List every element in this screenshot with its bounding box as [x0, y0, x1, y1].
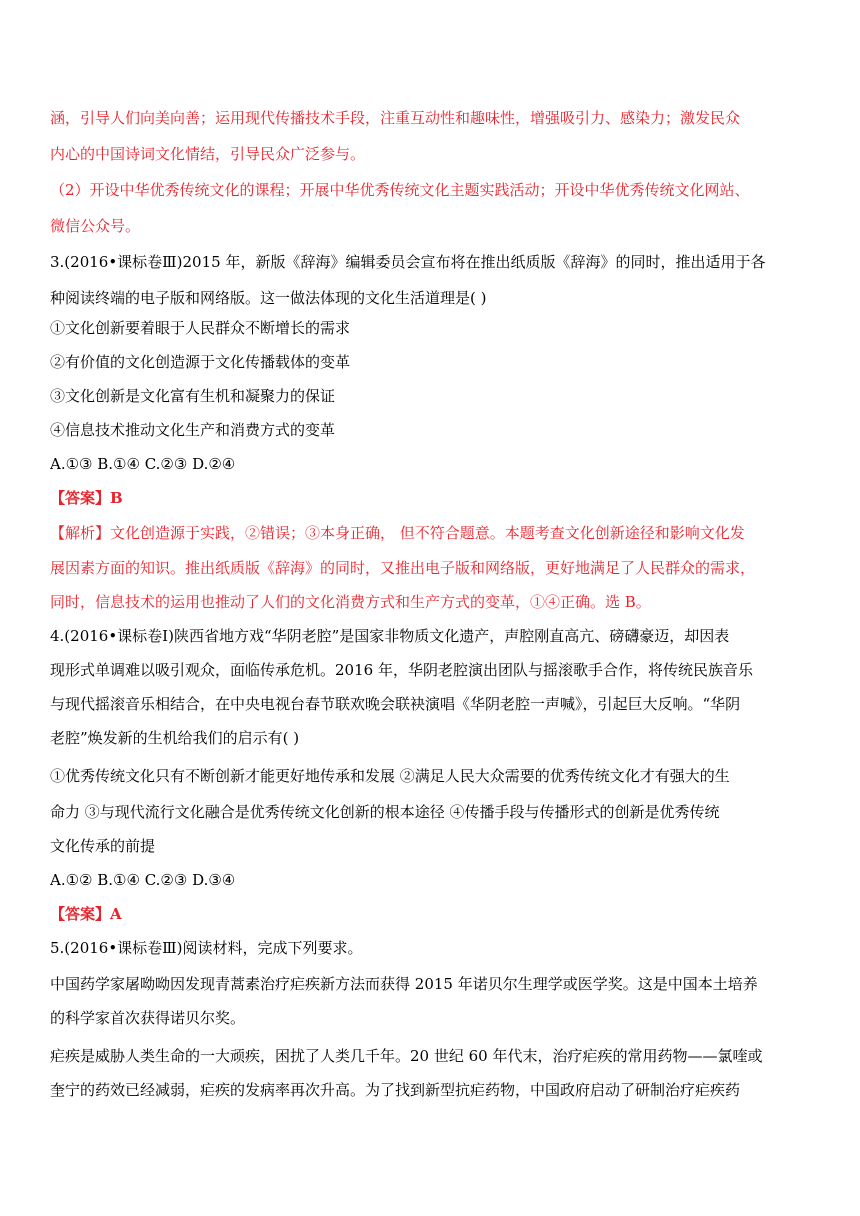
text-line: 的科学家首次获得诺贝尔奖。 — [50, 1009, 246, 1027]
question-3-stem: 3.(2016•课标卷Ⅲ)2015 年，新版《辞海》编辑委员会宣布将在推出纸质版《辞海》的同时，推出适用于各 — [50, 253, 766, 271]
question-4-stem: 4.(2016•课标卷Ⅰ)陕西省地方戏“华阴老腔”是国家非物质文化遗产，声腔刚直高亢、磅礴豪迈，却因表 — [50, 627, 730, 645]
text-line: （2）开设中华优秀传统文化的课程；开展中华优秀传统文化主题实践活动；开设中华优秀传统文化网站、 — [50, 181, 750, 199]
text-line: 现形式单调难以吸引观众，面临传承危机。2016 年，华阴老腔演出团队与摇滚歌手合作，将传统民族音乐 — [50, 661, 753, 679]
statement-2: ②有价值的文化创造源于文化传播载体的变革 — [50, 353, 351, 371]
text-line: 同时，信息技术的运用也推动了人们的文化消费方式和生产方式的变革，①④正确。选 B。 — [50, 593, 651, 611]
answer-label: 【答案】B — [50, 489, 123, 507]
answer-options: A.①② B.①④ C.②③ D.③④ — [50, 871, 236, 889]
text-line: 与现代摇滚音乐相结合，在中央电视台春节联欢晚会联袂演唱《华阴老腔一声喊》，引起巨大反响。“华阴 — [50, 695, 741, 713]
statement-4: ④信息技术推动文化生产和消费方式的变革 — [50, 421, 336, 439]
statement-1: ①文化创新要着眼于人民群众不断增长的需求 — [50, 319, 351, 337]
text-line: 老腔”焕发新的生机给我们的启示有( ) — [50, 729, 300, 747]
statements-line: 命力 ③与现代流行文化融合是优秀传统文化创新的根本途径 ④传播手段与传播形式的创新是优秀传统 — [50, 803, 720, 821]
answer-options: A.①③ B.①④ C.②③ D.②④ — [50, 455, 236, 473]
text-line: 内心的中国诗词文化情结，引导民众广泛参与。 — [50, 145, 366, 163]
statement-3: ③文化创新是文化富有生机和凝聚力的保证 — [50, 387, 336, 405]
statements-line: ①优秀传统文化只有不断创新才能更好地传承和发展 ②满足人民大众需要的优秀传统文化才有强大的生 — [50, 767, 730, 785]
analysis-text: 【解析】文化创造源于实践，②错误；③本身正确， 但不符合题意。本题考查文化创新途径和影响文化发 — [50, 524, 745, 542]
answer-label: 【答案】A — [50, 905, 122, 923]
text-line: 奎宁的药效已经减弱，疟疾的发病率再次升高。为了找到新型抗疟药物，中国政府启动了研制治疗疟疾药 — [50, 1081, 741, 1099]
question-5-stem: 5.(2016•课标卷Ⅲ)阅读材料，完成下列要求。 — [50, 939, 363, 957]
text-line: 种阅读终端的电子版和网络版。这一做法体现的文化生活道理是( ) — [50, 289, 487, 307]
material-text: 疟疾是威胁人类生命的一大顽疾，困扰了人类几千年。20 世纪 60 年代末，治疗疟疾的常用药物——氯喹或 — [50, 1047, 763, 1065]
material-text: 中国药学家屠呦呦因发现青蒿素治疗疟疾新方法而获得 2015 年诺贝尔生理学或医学奖。这是中国本土培养 — [50, 975, 758, 993]
text-line: 涵，引导人们向美向善；运用现代传播技术手段，注重互动性和趣味性，增强吸引力、感染力；激发民众 — [50, 109, 741, 127]
text-line: 展因素方面的知识。推出纸质版《辞海》的同时，又推出电子版和网络版，更好地满足了人民群众的需求， — [50, 559, 756, 577]
text-line: 微信公众号。 — [50, 217, 141, 235]
statements-line: 文化传承的前提 — [50, 837, 156, 855]
